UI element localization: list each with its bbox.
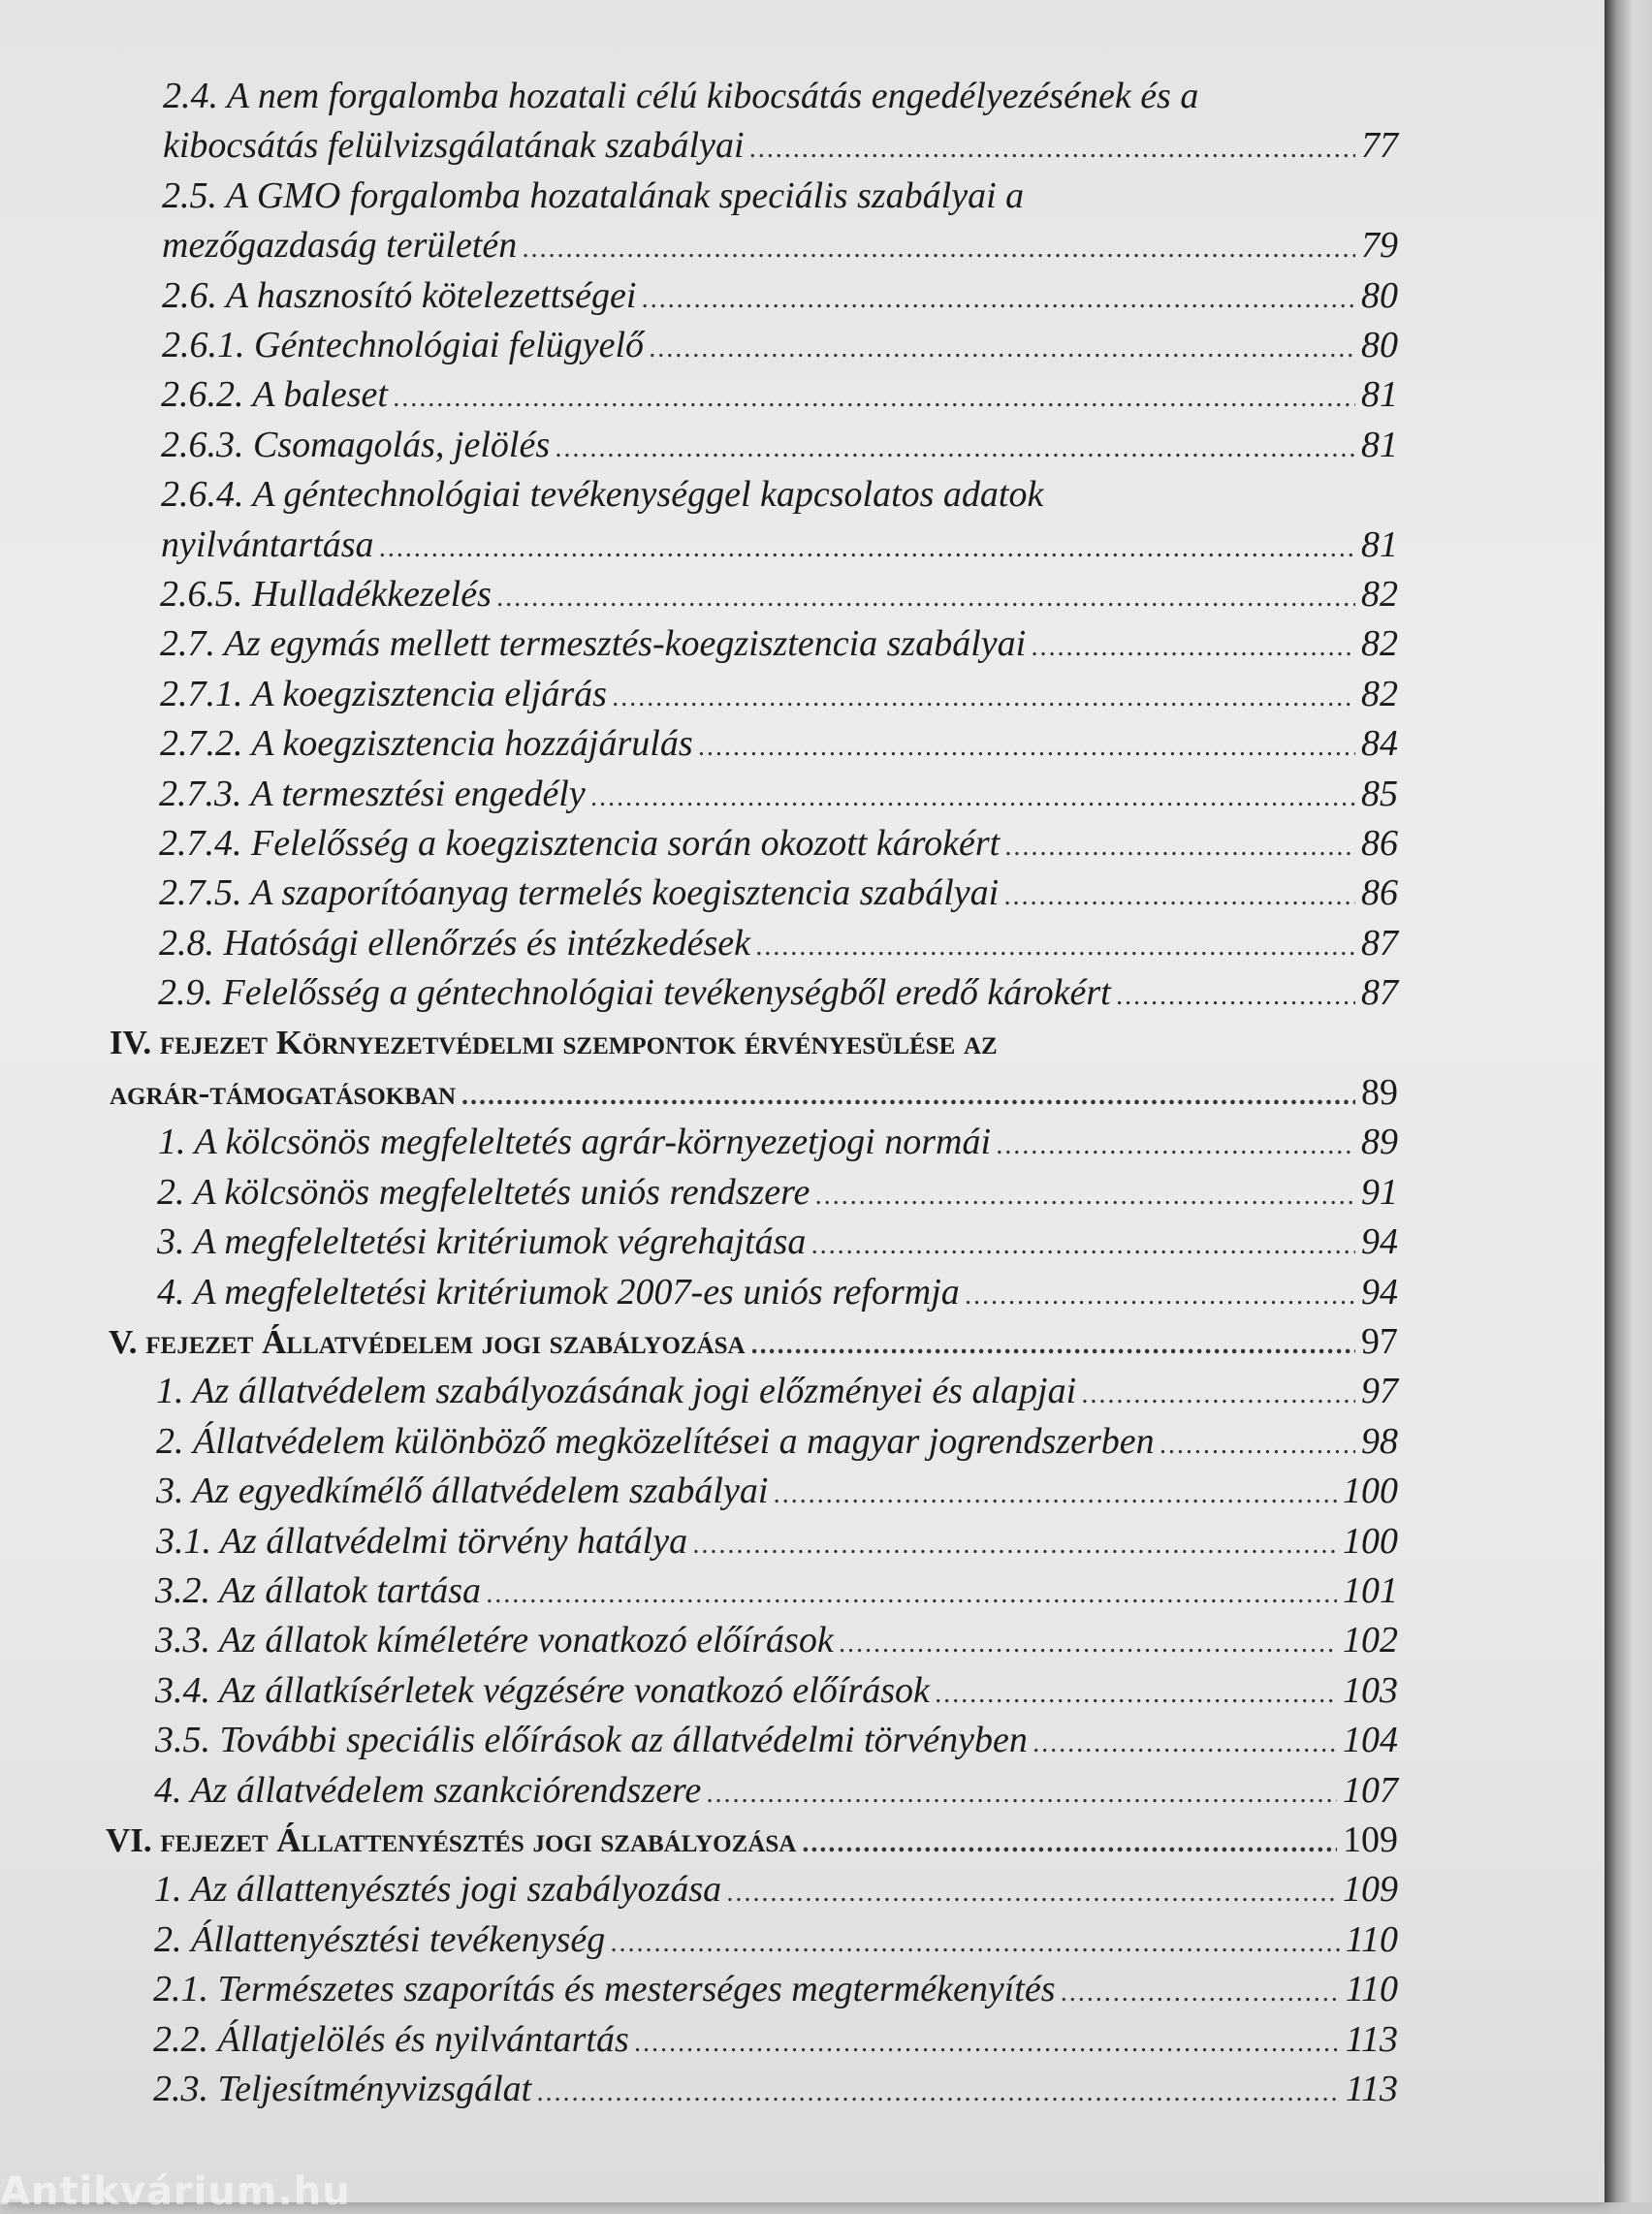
toc-entry-title: VI. fejezet Állattenyésztés jogi szabályozása [106, 1821, 797, 1859]
toc-entry-line [156, 1369, 1398, 1413]
toc-page-number: 82 [1361, 674, 1398, 714]
toc-page-number: 87 [1361, 972, 1398, 1013]
toc-dot-leader [487, 1572, 1337, 1617]
toc-dot-leader [613, 676, 1355, 720]
toc-chapter-line [109, 1319, 1398, 1364]
toc-entry-title: 3.4. Az állatkísérletek végzésére vonatkozó előírások [155, 1670, 930, 1711]
toc-entry-title: kibocsátás felülvizsgálatának szabályai [163, 125, 745, 166]
toc-entry-title: 3.1. Az állatvédelmi törvény hatálya [156, 1521, 688, 1562]
toc-entry-title: 4. Az állatvédelem szankciórendszere [154, 1770, 702, 1811]
toc-page-number: 97 [1361, 1321, 1398, 1362]
toc-dot-leader [699, 725, 1355, 770]
toc-entry-line [155, 1668, 1398, 1713]
toc-entry-title: IV. fejezet Környezetvédelmi szempontok érvényesülése az [110, 1024, 998, 1061]
toc-entry-title: 2.4. A nem forgalomba hozatali célú kibocsátás engedélyezésének és a [163, 76, 1199, 116]
toc-entry-line [163, 74, 1198, 118]
toc-entry-title: 2.6.5. Hulladékkezelés [160, 574, 492, 615]
toc-entry-title: 2.7.2. A koegzisztencia hozzájárulás [160, 723, 693, 764]
toc-page-number: 110 [1345, 1919, 1398, 1960]
toc-dot-leader [840, 1622, 1337, 1666]
toc-dot-leader [635, 2021, 1340, 2066]
toc-page-number: 81 [1361, 374, 1398, 415]
toc-dot-leader [523, 227, 1355, 271]
toc-entry-title: 2.7.3. A termesztési engedély [159, 774, 586, 814]
adjacent-page-edge [1604, 0, 1652, 2202]
toc-entry-title: 2.6.3. Csomagolás, jelölés [161, 425, 551, 465]
toc-page-number: 101 [1343, 1570, 1398, 1611]
toc-entry-title: 2.6.2. A baleset [161, 374, 388, 415]
toc-entry-line [162, 174, 1024, 218]
toc-chapter-line [106, 1818, 1398, 1862]
toc-entry-title: 2.7.1. A koegzisztencia eljárás [160, 674, 607, 714]
toc-entry-line [162, 273, 1398, 318]
toc-entry-title: 2.7.4. Felelősség a koegzisztencia során okozott károkért [159, 823, 1001, 864]
toc-entry-line [155, 1618, 1398, 1662]
toc-page-number: 110 [1345, 1969, 1398, 2009]
toc-dot-leader [936, 1672, 1337, 1717]
toc-entry-title: 2.6.1. Géntechnológiai felügyelő [162, 325, 645, 365]
toc-entry-line [161, 372, 1398, 417]
toc-entry-line [159, 921, 1398, 965]
toc-dot-leader [1005, 825, 1355, 870]
toc-dot-leader [461, 1074, 1355, 1119]
toc-chapter-line [110, 1021, 998, 1065]
toc-dot-leader [642, 277, 1355, 322]
toc-entry-title: 2.9. Felelősség a géntechnológiai tevékenységből eredő károkért [158, 972, 1111, 1013]
toc-entry-title: 1. Az állatvédelem szabályozásának jogi előzményei és alapjai [156, 1371, 1077, 1411]
toc-entry-title: 3. Az egyedkímélő állatvédelem szabályai [156, 1471, 769, 1511]
toc-page-number: 86 [1361, 872, 1398, 913]
toc-entry-title: 2.7. Az egymás mellett termesztés-koegzisztencia szabályai [160, 623, 1027, 664]
toc-entry-line [162, 323, 1398, 367]
toc-page-number: 94 [1361, 1272, 1398, 1313]
toc-page-number: 98 [1361, 1421, 1398, 1462]
toc-dot-leader [380, 526, 1355, 571]
toc-entry-line [154, 1768, 1398, 1813]
toc-dot-leader [1117, 974, 1355, 1019]
toc-dot-leader [774, 1472, 1337, 1517]
toc-page-number: 113 [1345, 2019, 1398, 2060]
toc-page-number: 79 [1361, 225, 1398, 266]
toc-entry-line [163, 123, 1398, 168]
toc-dot-leader [802, 1821, 1337, 1866]
toc-entry-line [153, 1967, 1398, 2011]
toc-dot-leader [1032, 625, 1355, 670]
toc-entry-title: 2. Állatvédelem különböző megközelítései a magyar jogrendszerben [156, 1421, 1155, 1462]
toc-page-number: 89 [1361, 1122, 1398, 1162]
toc-dot-leader [591, 775, 1355, 820]
toc-dot-leader [756, 925, 1355, 969]
toc-entry-title: 3.3. Az állatok kíméletére vonatkozó előírások [155, 1620, 834, 1660]
toc-page-number: 97 [1361, 1371, 1398, 1411]
toc-entry-title: 1. Az állattenyésztés jogi szabályozása [154, 1869, 722, 1910]
toc-page-number: 80 [1361, 275, 1398, 316]
toc-dot-leader [815, 1174, 1355, 1218]
toc-dot-leader [750, 127, 1355, 172]
toc-entry-title: agrár-támogatásokban [110, 1074, 457, 1112]
toc-dot-leader [693, 1523, 1337, 1567]
toc-entry-line [161, 522, 1398, 567]
watermark: Antikvárium.hu [0, 2169, 351, 2214]
toc-page-number: 109 [1343, 1819, 1398, 1860]
toc-entry-line [157, 1170, 1398, 1215]
toc-entry-title: V. fejezet Állatvédelem jogi szabályozása [109, 1323, 746, 1361]
toc-dot-leader [556, 427, 1355, 471]
toc-entry-line [155, 1718, 1398, 1762]
toc-entry-title: 2. Állattenyésztési tevékenység [154, 1919, 606, 1960]
toc-page-number: 81 [1361, 425, 1398, 465]
toc-entry-line [153, 2067, 1398, 2111]
toc-dot-leader [727, 1871, 1337, 1915]
toc-dot-leader [497, 576, 1355, 620]
toc-entry-line [157, 1219, 1398, 1264]
toc-dot-leader [1033, 1722, 1337, 1766]
toc-entry-line [156, 1469, 1398, 1513]
toc-entry-title: 1. A kölcsönös megfeleltetés agrár-környezetjogi normái [158, 1122, 992, 1162]
toc-entry-title: mezőgazdaság területén [162, 225, 518, 266]
toc-page-number: 107 [1343, 1770, 1398, 1811]
toc-entry-line [159, 772, 1398, 816]
toc-entry-line [156, 1419, 1398, 1464]
toc-entry-title: 2.6. A hasznosító kötelezettségei [162, 275, 637, 316]
toc-entry-line [160, 672, 1398, 716]
toc-entry-line [154, 1917, 1398, 1962]
toc-page-number: 80 [1361, 325, 1398, 365]
toc-page-number: 87 [1361, 923, 1398, 964]
toc-page-number: 100 [1343, 1521, 1398, 1562]
toc-entry-title: 2.2. Állatjelölés és nyilvántartás [153, 2019, 629, 2060]
toc-entry-line [161, 423, 1398, 467]
toc-dot-leader [394, 376, 1355, 421]
toc-page-number: 104 [1343, 1720, 1398, 1760]
toc-entry-title: 2.6.4. A géntechnológiai tevékenységgel kapcsolatos adatok [161, 474, 1044, 515]
toc-entry-line [160, 621, 1398, 666]
toc-dot-leader [537, 2071, 1340, 2115]
toc-entry-line [153, 2017, 1398, 2062]
toc-entry-title: 2.3. Teljesítményvizsgálat [153, 2069, 532, 2109]
toc-page-number: 85 [1361, 774, 1398, 814]
toc-dot-leader [707, 1772, 1337, 1817]
toc-dot-leader [997, 1123, 1355, 1168]
toc-page-number: 89 [1361, 1072, 1398, 1113]
toc-entry-title: 2.7.5. A szaporítóanyag termelés koegisztencia szabályai [159, 872, 1000, 913]
toc-chapter-line [110, 1070, 1398, 1115]
toc-page-number: 86 [1361, 823, 1398, 864]
toc-page-number: 109 [1343, 1869, 1398, 1910]
toc-page-number: 91 [1361, 1172, 1398, 1213]
toc-page-number: 113 [1345, 2069, 1398, 2109]
toc-entry-line [156, 1519, 1398, 1564]
toc-entry-title: 3.2. Az állatok tartása [155, 1570, 482, 1611]
toc-entry-title: 2. A kölcsönös megfeleltetés uniós rendszere [157, 1172, 810, 1213]
toc-entry-line [158, 1120, 1398, 1164]
toc-page-number: 77 [1361, 125, 1398, 166]
toc-dot-leader [1062, 1971, 1340, 2015]
toc-page-number: 102 [1343, 1620, 1398, 1660]
toc-dot-leader [1160, 1423, 1355, 1468]
toc-entry-line [154, 1867, 1398, 1912]
toc-page-number: 103 [1343, 1670, 1398, 1711]
toc-entry-line [157, 1270, 1398, 1314]
toc-entry-title: 2.8. Hatósági ellenőrzés és intézkedések [159, 923, 750, 964]
toc-entry-line [161, 472, 1043, 517]
toc-entry-line [160, 572, 1398, 617]
toc-entry-line [159, 870, 1398, 915]
toc-entry-line [160, 721, 1398, 766]
toc-dot-leader [811, 1223, 1355, 1268]
toc-page-number: 100 [1343, 1471, 1398, 1511]
toc-entry-line [158, 970, 1398, 1015]
toc-page-number: 82 [1361, 623, 1398, 664]
toc-entry-title: 3. A megfeleltetési kritériumok végrehajtása [157, 1221, 807, 1262]
toc-dot-leader [966, 1274, 1355, 1318]
toc-entry-line [155, 1568, 1398, 1613]
toc-dot-leader [650, 327, 1355, 371]
toc-page-number: 81 [1361, 524, 1398, 565]
toc-entry-title: 2.5. A GMO forgalomba hozatalának speciális szabályai a [162, 175, 1025, 216]
toc-dot-leader [751, 1323, 1355, 1368]
toc-page-number: 94 [1361, 1221, 1398, 1262]
toc-entry-title: 4. A megfeleltetési kritériumok 2007-es uniós reformja [157, 1272, 960, 1313]
toc-entry-title: 3.5. További speciális előírások az állatvédelmi törvényben [155, 1720, 1028, 1760]
toc-dot-leader [611, 1921, 1340, 1966]
toc-entry-line [159, 821, 1398, 866]
toc-entry-line [162, 223, 1398, 268]
toc-dot-leader [1004, 874, 1355, 919]
toc-entry-title: 2.1. Természetes szaporítás és mesterséges megtermékenyítés [153, 1969, 1056, 2009]
toc-page-number: 84 [1361, 723, 1398, 764]
toc-page-number: 82 [1361, 574, 1398, 615]
toc-dot-leader [1082, 1373, 1355, 1417]
toc-entry-title: nyilvántartása [161, 524, 374, 565]
